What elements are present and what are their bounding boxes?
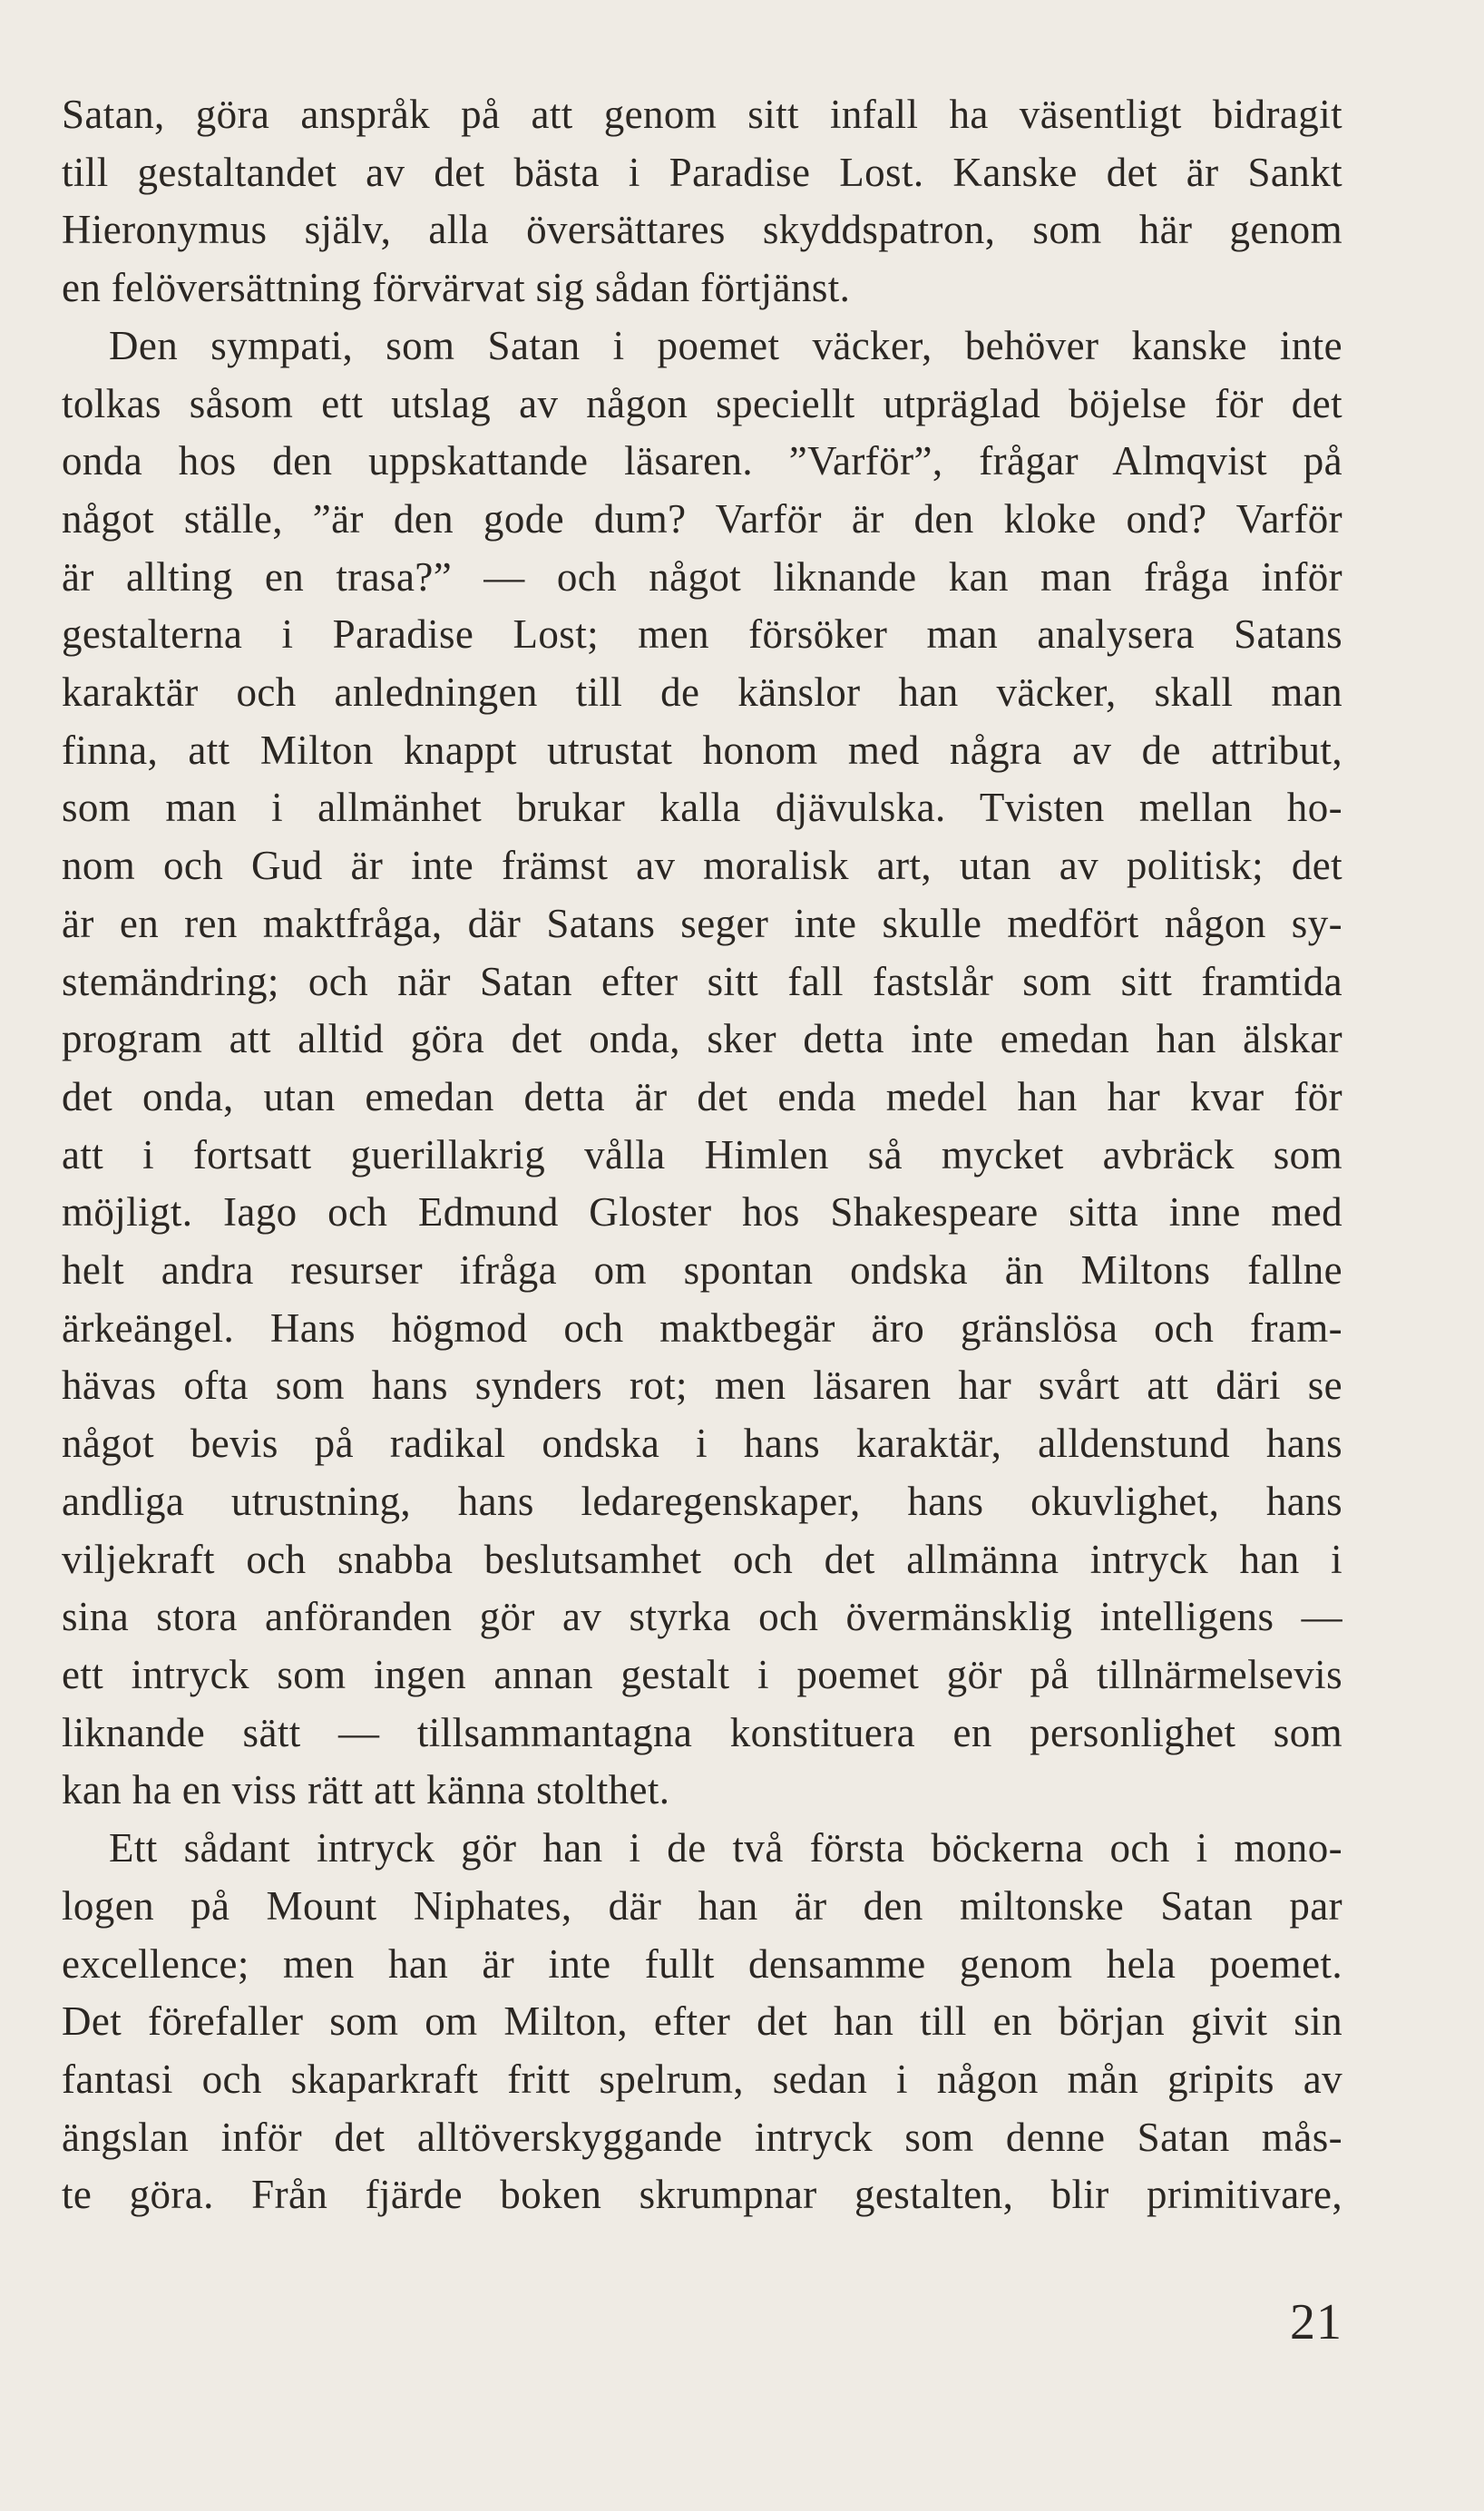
text-line: något ställe, ”är den gode dum? Varför är den kloke ond? Varför bbox=[62, 495, 1342, 542]
text-line: nom och Gud är inte främst av moralisk art, utan av politisk; det bbox=[62, 843, 1342, 889]
text-line: finna, att Milton knappt utrustat honom med några av de attribut, bbox=[62, 727, 1342, 773]
paragraph bbox=[62, 1820, 1342, 2224]
text-line: till gestaltandet av det bästa i Paradise Lost. Kanske det är Sankt bbox=[62, 149, 1342, 195]
text-line: stemändring; och när Satan efter sitt fall fastslår som sitt framtida bbox=[62, 958, 1342, 1004]
text-line: gestalterna i Paradise Lost; men försöker man analysera Satans bbox=[62, 611, 1342, 658]
text-line: att i fortsatt guerillakrig vålla Himlen så mycket avbräck som bbox=[62, 1131, 1342, 1177]
text-line: kan ha en viss rätt att känna stolthet. bbox=[62, 1767, 670, 1813]
text-line: onda hos den uppskattande läsaren. ”Varför”, frågar Almqvist på bbox=[62, 438, 1342, 484]
text-line: te göra. Från fjärde boken skrumpnar gestalten, blir primitivare, bbox=[62, 2172, 1342, 2218]
text-line: helt andra resurser ifråga om spontan ondska än Miltons fallne bbox=[62, 1247, 1342, 1294]
text-line: det onda, utan emedan detta är det enda medel han har kvar för bbox=[62, 1073, 1342, 1119]
text-line: Ett sådant intryck gör han i de två första böckerna och i mono- bbox=[109, 1825, 1342, 1871]
text-line: Satan, göra anspråk på att genom sitt infall ha väsentligt bidragit bbox=[62, 92, 1342, 137]
text-line: som man i allmänhet brukar kalla djävulska. Tvisten mellan ho- bbox=[62, 785, 1342, 831]
paragraph bbox=[62, 318, 1342, 1820]
page-body-text bbox=[62, 86, 1342, 2224]
text-line: ängslan inför det alltöverskyggande intryck som denne Satan mås- bbox=[62, 2114, 1342, 2160]
text-line: liknande sätt — tillsammantagna konstituera en personlighet som bbox=[62, 1709, 1342, 1755]
text-line: tolkas såsom ett utslag av någon speciellt utpräglad böjelse för det bbox=[62, 380, 1342, 426]
text-line: logen på Mount Niphates, där han är den miltonske Satan par bbox=[62, 1882, 1342, 1929]
text-line: hävas ofta som hans synders rot; men läsaren har svårt att däri se bbox=[62, 1363, 1342, 1409]
text-line: Hieronymus själv, alla översättares skyddspatron, som här genom bbox=[62, 207, 1342, 253]
page-number: 21 bbox=[1290, 2294, 1342, 2350]
text-line: program att alltid göra det onda, sker detta inte emedan han älskar bbox=[62, 1016, 1342, 1062]
text-line: sina stora anföranden gör av styrka och övermänsklig intelligens — bbox=[62, 1594, 1342, 1640]
text-line: Den sympati, som Satan i poemet väcker, behöver kanske inte bbox=[109, 322, 1342, 368]
text-line: en felöversättning förvärvat sig sådan förtjänst. bbox=[62, 265, 851, 311]
text-line: andliga utrustning, hans ledaregenskaper, hans okuvlighet, hans bbox=[62, 1478, 1342, 1524]
text-line: ett intryck som ingen annan gestalt i poemet gör på tillnärmelsevis bbox=[62, 1651, 1342, 1697]
text-line: något bevis på radikal ondska i hans karaktär, alldenstund hans bbox=[62, 1421, 1342, 1467]
text-line: är allting en trasa?” — och något liknande kan man fråga inför bbox=[62, 553, 1342, 600]
text-line: fantasi och skaparkraft fritt spelrum, sedan i någon mån gripits av bbox=[62, 2056, 1342, 2102]
paragraph bbox=[62, 86, 1342, 318]
text-line: karaktär och anledningen till de känslor han väcker, skall man bbox=[62, 669, 1342, 716]
text-line: viljekraft och snabba beslutsamhet och det allmänna intryck han i bbox=[62, 1536, 1342, 1582]
text-line: är en ren maktfråga, där Satans seger inte skulle medfört någon sy- bbox=[62, 900, 1342, 946]
text-line: Det förefaller som om Milton, efter det han till en början givit sin bbox=[62, 1998, 1342, 2045]
text-line: ärkeängel. Hans högmod och maktbegär äro gränslösa och fram- bbox=[62, 1304, 1342, 1351]
text-line: möjligt. Iago och Edmund Gloster hos Shakespeare sitta inne med bbox=[62, 1189, 1342, 1236]
text-line: excellence; men han är inte fullt densamme genom hela poemet. bbox=[62, 1940, 1342, 1987]
